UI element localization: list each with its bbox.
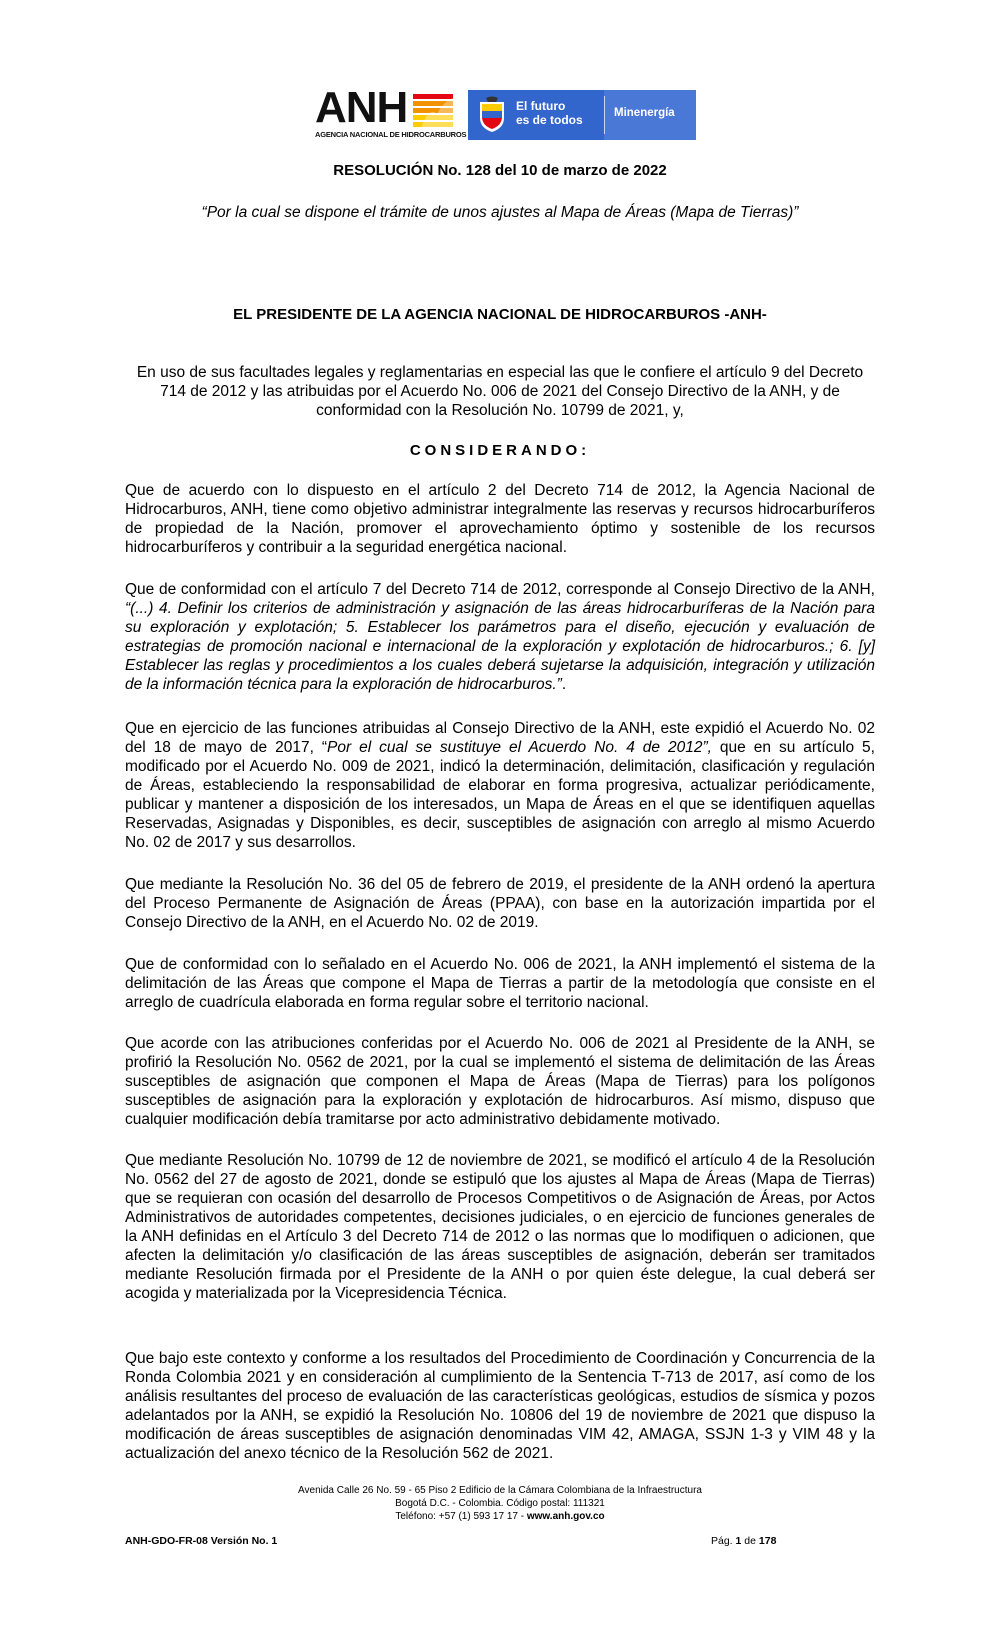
page-label: Pág. bbox=[711, 1535, 736, 1547]
considerando-heading: CONSIDERANDO: bbox=[409, 442, 591, 459]
anh-logo-subtitle: AGENCIA NACIONAL DE HIDROCARBUROS bbox=[315, 130, 467, 139]
colombia-coat-of-arms-icon bbox=[476, 96, 508, 134]
footer-city: Bogotá D.C. - Colombia. Código postal: 111321 bbox=[395, 1498, 605, 1509]
gov-slogan-line1: El futuro bbox=[516, 99, 566, 113]
paragraph-6: Que acorde con las atribuciones conferidas por el Acuerdo No. 006 de 2021 al Presidente de la ANH, se profirió la Resolución No. 0562 de 2021, por la cual se implementó el sistema de delimitación de las Áreas susceptibles de asignación que componen el Mapa de Áreas (Mapa de Tierras) para los polígonos susceptibles de asignación para la exploración y explotación de hidrocarburos. Así mismo, dispuso que cualquier modificación debía tramitarse por acto administrativo debidamente motivado. bbox=[125, 1035, 875, 1128]
gov-slogan bbox=[516, 99, 583, 127]
paragraph-3-start: Que en ejercicio de las funciones atribuidas al Consejo Directivo de la ANH, este expidió el Acuerdo No. 02 del 18 de mayo de 2017, “ bbox=[125, 720, 875, 756]
page-total: 178 bbox=[758, 1535, 777, 1547]
anh-flame-stripes-icon bbox=[413, 94, 453, 128]
paragraph-4: Que mediante la Resolución No. 36 del 05 de febrero de 2019, el presidente de la ANH ordenó la apertura del Proceso Permanente de Asignación de Áreas (PPAA), con base en la autorización impartida por el Consejo Directivo de la ANH, en el Acuerdo No. 02 de 2019. bbox=[125, 876, 875, 931]
paragraph-3-end: que en su artículo 5, modificado por el Acuerdo No. 009 de 2021, indicó la determinación, delimitación, clasificación y regulación de Áreas, estableciendo la responsabilidad de elaborar en forma progresiva, actualizar periódicamente, publicar y mantener a disposición de los interesados, un Mapa de Áreas en el que se identifiquen aquellas Reservadas, Asignadas y Disponibles, es decir, susceptibles de asignación con arreglo al mismo Acuerdo No. 02 de 2017 y sus desarrollos. bbox=[125, 739, 875, 851]
anh-logo bbox=[315, 83, 467, 140]
header-logos bbox=[315, 83, 715, 142]
footer-contact bbox=[0, 1510, 1000, 1523]
resolution-title: RESOLUCIÓN No. 128 del 10 de marzo de 2022 bbox=[333, 162, 667, 179]
paragraph-1: Que de acuerdo con lo dispuesto en el artículo 2 del Decreto 714 de 2012, la Agencia Nacional de Hidrocarburos, ANH, tiene como objetivo administrar integralmente las reservas y recursos hidrocarburíferos de propiedad de la Nación, promover el aprovechamiento óptimo y sostenible de los recursos hidrocarburíferos y contribuir a la seguridad energética nacional. bbox=[125, 482, 875, 556]
document-reference: ANH-GDO-FR-08 Versión No. 1 bbox=[125, 1535, 278, 1547]
page-of: de bbox=[741, 1535, 759, 1547]
paragraph-2-end: . bbox=[561, 676, 567, 693]
gov-slogan-line2: es de todos bbox=[516, 113, 583, 127]
paragraph-2-start: Que de conformidad con el artículo 7 del Decreto 714 de 2012, corresponde al Consejo Directivo de la ANH, bbox=[125, 581, 875, 598]
page-current: 1 bbox=[735, 1535, 742, 1547]
footer-address: Avenida Calle 26 No. 59 - 65 Piso 2 Edificio de la Cámara Colombiana de la Infraestructura bbox=[298, 1485, 702, 1496]
footer-website-link[interactable]: www.anh.gov.co bbox=[526, 1511, 605, 1522]
president-heading: EL PRESIDENTE DE LA AGENCIA NACIONAL DE HIDROCARBUROS -ANH- bbox=[233, 306, 767, 323]
paragraph-3 bbox=[125, 719, 875, 852]
anh-logo-text: ANH bbox=[315, 83, 408, 132]
footer-phone: Teléfono: +57 (1) 593 17 17 - bbox=[395, 1511, 527, 1522]
ministry-name: Minenergía bbox=[614, 107, 675, 119]
paragraph-2 bbox=[125, 580, 875, 694]
gov-logo-right-panel bbox=[604, 90, 696, 140]
government-logo bbox=[468, 90, 696, 140]
gov-logo-divider bbox=[604, 96, 605, 134]
paragraph-5: Que de conformidad con lo señalado en el Acuerdo No. 006 de 2021, la ANH implementó el sistema de la delimitación de las Áreas que compone el Mapa de Tierras a partir de la metodología que consiste en el arreglo de cuadrícula elaborada en forma regular sobre el territorio nacional. bbox=[125, 956, 875, 1011]
resolution-subtitle: “Por la cual se dispone el trámite de unos ajustes al Mapa de Áreas (Mapa de Tierras)” bbox=[201, 204, 799, 221]
page-number bbox=[711, 1535, 776, 1547]
legal-basis-paragraph: En uso de sus facultades legales y reglamentarias en especial las que le confiere el artículo 9 del Decreto 714 de 2012 y las atribuidas por el Acuerdo No. 006 de 2021 del Consejo Directivo de la ANH, y de conformidad con la Resolución No. 10799 de 2021, y, bbox=[136, 364, 864, 419]
paragraph-7: Que mediante Resolución No. 10799 de 12 de noviembre de 2021, se modificó el artículo 4 de la Resolución No. 0562 del 27 de agosto de 2021, donde se estipuló que los ajustes al Mapa de Áreas (Mapa de Tierras) que se requieran con ocasión del desarrollo de Procesos Competitivos o de Asignación de Áreas, por Actos Administrativos de autoridades competentes, decisiones judiciales, o en ejercicio de funciones generales de la ANH definidas en el Artículo 3 del Decreto 714 de 2012 o las normas que lo modifiquen o adicionen, que afecten la delimitación y/o clasificación de las áreas susceptibles de asignación, deberán ser tramitados mediante Resolución firmada por el Presidente de la ANH o por quien éste delegue, la cual deberá ser acogida y materializada por la Vicepresidencia Técnica. bbox=[125, 1152, 875, 1302]
gov-logo-left-panel bbox=[468, 90, 604, 140]
paragraph-8: Que bajo este contexto y conforme a los resultados del Procedimiento de Coordinación y Concurrencia de la Ronda Colombia 2021 y en consideración al cumplimiento de la Sentencia T-713 de 2017, así como de los análisis resultantes del proceso de evaluación de las características geológicas, estudios de sísmica y pozos adelantados por la ANH, se expidió la Resolución No. 10806 del 19 de noviembre de 2021 que dispuso la modificación de áreas susceptibles de asignación denominadas VIM 42, AMAGA, SSJN 1-3 y VIM 48 y la actualización del anexo técnico de la Resolución 562 de 2021. bbox=[125, 1350, 875, 1462]
paragraph-3-quote: Por el cual se sustituye el Acuerdo No. 4 de 2012”, bbox=[327, 739, 712, 756]
paragraph-2-quote: “(...) 4. Definir los criterios de administración y asignación de las áreas hidrocarburíferas de la Nación para su exploración y explotación; 5. Establecer los parámetros para el diseño, ejecución y evaluación de estrategias de promoción nacional e internacional de la exploración y explotación de hidrocarburos.; 6. [y] Establecer las reglas y procedimientos a los cuales deberá sujetarse la adquisición, integración y utilización de la información técnica para la exploración de hidrocarburos.” bbox=[125, 600, 875, 693]
